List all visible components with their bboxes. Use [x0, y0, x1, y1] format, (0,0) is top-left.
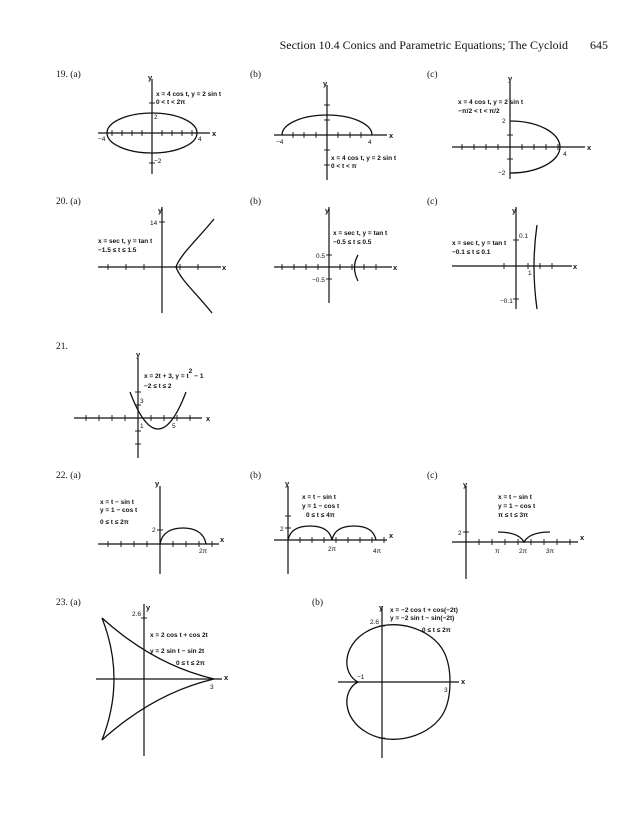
equation-line-2: y = 1 − cos t [498, 503, 536, 510]
equation-line-1: x = −2 cos t + cos(−2t) [390, 607, 458, 614]
equation-exponent: 2 [188, 368, 193, 375]
y-axis-name: y [158, 206, 163, 215]
y-axis-name: y [325, 206, 330, 215]
plot-19c [450, 74, 595, 179]
hyperbola-arc-curve [534, 225, 537, 309]
plot-23a [92, 600, 242, 760]
equation-line-2: −2 ≤ t ≤ 2 [144, 383, 172, 390]
y-axis-name: y [146, 603, 151, 612]
equation-line-1: x = 4 cos t, y = 2 sin t [156, 91, 222, 98]
tick-label-x-three-pi: 3π [546, 548, 555, 555]
hyperbola-arc-curve [355, 255, 359, 281]
problem-19a-label: 19. (a) [56, 70, 81, 80]
equation-line-1 [144, 368, 204, 380]
plot-20c [450, 205, 585, 310]
equation-line-1: x = t − sin t [100, 499, 134, 506]
equation-tail: − 1 [194, 373, 204, 380]
equation-line-1: x = 4 cos t, y = 2 sin t [458, 99, 524, 106]
cycloid-two-arches-curve [288, 526, 376, 540]
tick-label-y-two: 2 [458, 530, 462, 537]
x-axis-name: x [206, 414, 211, 423]
equation-line-2: 0 < t < 2π [156, 99, 186, 106]
y-axis-name: y [155, 479, 160, 488]
y-axis-name: y [148, 73, 153, 82]
x-axis-name: x [212, 129, 217, 138]
plot-22a [96, 479, 236, 577]
equation-line-2: −0.5 ≤ t ≤ 0.5 [333, 239, 372, 246]
tick-label-y-top: 0.1 [519, 233, 529, 240]
problem-22c-label: (c) [427, 471, 438, 481]
x-axis-name: x [222, 263, 227, 272]
equation-line-1: x = 4 cos t, y = 2 sin t [331, 155, 397, 162]
equation-line-3: 0 ≤ t ≤ 2π [176, 660, 205, 667]
x-axis-name: x [461, 677, 466, 686]
tick-label-y-bottom: −2 [154, 158, 162, 165]
tick-label-y-bottom: −0.5 [312, 277, 325, 284]
tick-label-x-two-pi: 2π [328, 546, 337, 553]
tick-label-y-top: 2 [502, 118, 506, 125]
equation-line-1: x = 2 cos t + cos 2t [150, 632, 208, 639]
y-axis-name: y [323, 79, 328, 88]
plot-22c [450, 482, 600, 582]
tick-label-y-two: 2 [280, 526, 284, 533]
x-axis-name: x [224, 673, 229, 682]
problem-22b-label: (b) [250, 471, 262, 481]
page-number: 645 [590, 38, 608, 52]
plot-23b [334, 602, 509, 762]
equation-line-2: −π/2 < t < π/2 [458, 108, 500, 115]
x-axis-name: x [389, 531, 394, 540]
tick-label-x-three: 3 [444, 687, 448, 694]
tick-label-y-top: 14 [150, 220, 158, 227]
axis-ticks [463, 532, 570, 545]
equation-line-2: 0 < t < π [331, 163, 357, 170]
x-axis-name: x [220, 535, 225, 544]
equation-main: x = 2t + 3, y = t [144, 373, 189, 380]
equation-line-1: x = t − sin t [498, 494, 532, 501]
plot-20a [96, 205, 236, 315]
y-axis-name: y [508, 74, 513, 83]
y-axis-name: y [285, 479, 290, 488]
equation-line-1: x = sec t, y = tan t [98, 238, 153, 245]
x-axis-name: x [389, 131, 394, 140]
tick-label-x-two-pi: 2π [199, 548, 208, 555]
hyperbola-branch-curve [176, 219, 214, 313]
axis-ticks [108, 222, 198, 270]
problem-19c-label: (c) [427, 70, 438, 80]
tick-label-y-top: 2.6 [132, 611, 142, 618]
plot-21 [72, 348, 222, 460]
tick-label-y-bottom: −2 [498, 170, 506, 177]
equation-line-1: x = sec t, y = tan t [333, 230, 388, 237]
tick-label-x-two-pi: 2π [519, 548, 528, 555]
problem-19b-label: (b) [250, 70, 262, 80]
equation-line-3: 0 ≤ t ≤ 4π [306, 512, 335, 519]
plot-22b [272, 479, 407, 577]
equation-line-2: y = 2 sin t − sin 2t [150, 648, 205, 655]
plot-20b [272, 205, 402, 305]
equation-line-2: y = 1 − cos t [302, 503, 340, 510]
section-title: Section 10.4 Conics and Parametric Equations; The Cycloid [279, 38, 568, 52]
x-axis-name: x [587, 143, 592, 152]
plot-19b [272, 79, 397, 180]
tick-label-y-three: 3 [140, 398, 144, 405]
plot-19a [92, 73, 222, 179]
equation-line-2: −0.1 ≤ t ≤ 0.1 [452, 249, 491, 256]
equation-line-2: y = −2 sin t − sin(−2t) [390, 615, 455, 622]
problem-20c-label: (c) [427, 197, 438, 207]
tick-label-x-one: 1 [528, 270, 532, 277]
equation-line-2: y = 1 − cos t [100, 507, 138, 514]
tick-label-y-bottom: −0.1 [500, 298, 513, 305]
tick-label-x-right: 4 [368, 139, 372, 146]
x-axis-name: x [580, 533, 585, 542]
problem-23b-label: (b) [312, 598, 324, 608]
y-axis-name: y [463, 480, 468, 489]
y-axis-name: y [379, 603, 384, 612]
cycloid-cusp-curve [498, 532, 550, 542]
tick-label-y-top: 2.6 [370, 619, 380, 626]
page-header [280, 38, 608, 53]
x-axis-name: x [573, 262, 578, 271]
tick-label-x-right: 4 [198, 136, 202, 143]
tick-label-x-pi: π [495, 548, 500, 555]
tick-label-x-four-pi: 4π [373, 548, 382, 555]
problem-21-label: 21. [56, 342, 68, 352]
equation-line-3: 0 ≤ t ≤ 2π [422, 627, 451, 634]
x-axis-name: x [393, 263, 398, 272]
problem-22a-label: 22. (a) [56, 471, 81, 481]
tick-label-x-left: −4 [276, 139, 284, 146]
tick-label-y-two: 2 [152, 527, 156, 534]
tick-label-x-one: 1 [140, 423, 144, 430]
y-axis-name: y [512, 206, 517, 215]
equation-line-2: −1.5 ≤ t ≤ 1.5 [98, 247, 137, 254]
equation-line-1: x = sec t, y = tan t [452, 240, 507, 247]
problem-20a-label: 20. (a) [56, 197, 81, 207]
tick-label-x-right: 4 [563, 151, 567, 158]
y-axis-name: y [136, 350, 141, 359]
equation-line-3: π ≤ t ≤ 3π [498, 512, 529, 519]
problem-20b-label: (b) [250, 197, 262, 207]
tick-label-x-left: −4 [98, 136, 106, 143]
tick-label-x-five: 5 [172, 423, 176, 430]
tick-label-x-minus-one: −1 [357, 674, 365, 681]
problem-23a-label: 23. (a) [56, 598, 81, 608]
equation-line-1: x = t − sin t [302, 494, 336, 501]
tick-label-x-three: 3 [210, 684, 214, 691]
tick-label-y-top: 0.5 [316, 253, 326, 260]
tick-label-y-top: 2 [154, 114, 158, 121]
equation-line-3: 0 ≤ t ≤ 2π [100, 519, 129, 526]
